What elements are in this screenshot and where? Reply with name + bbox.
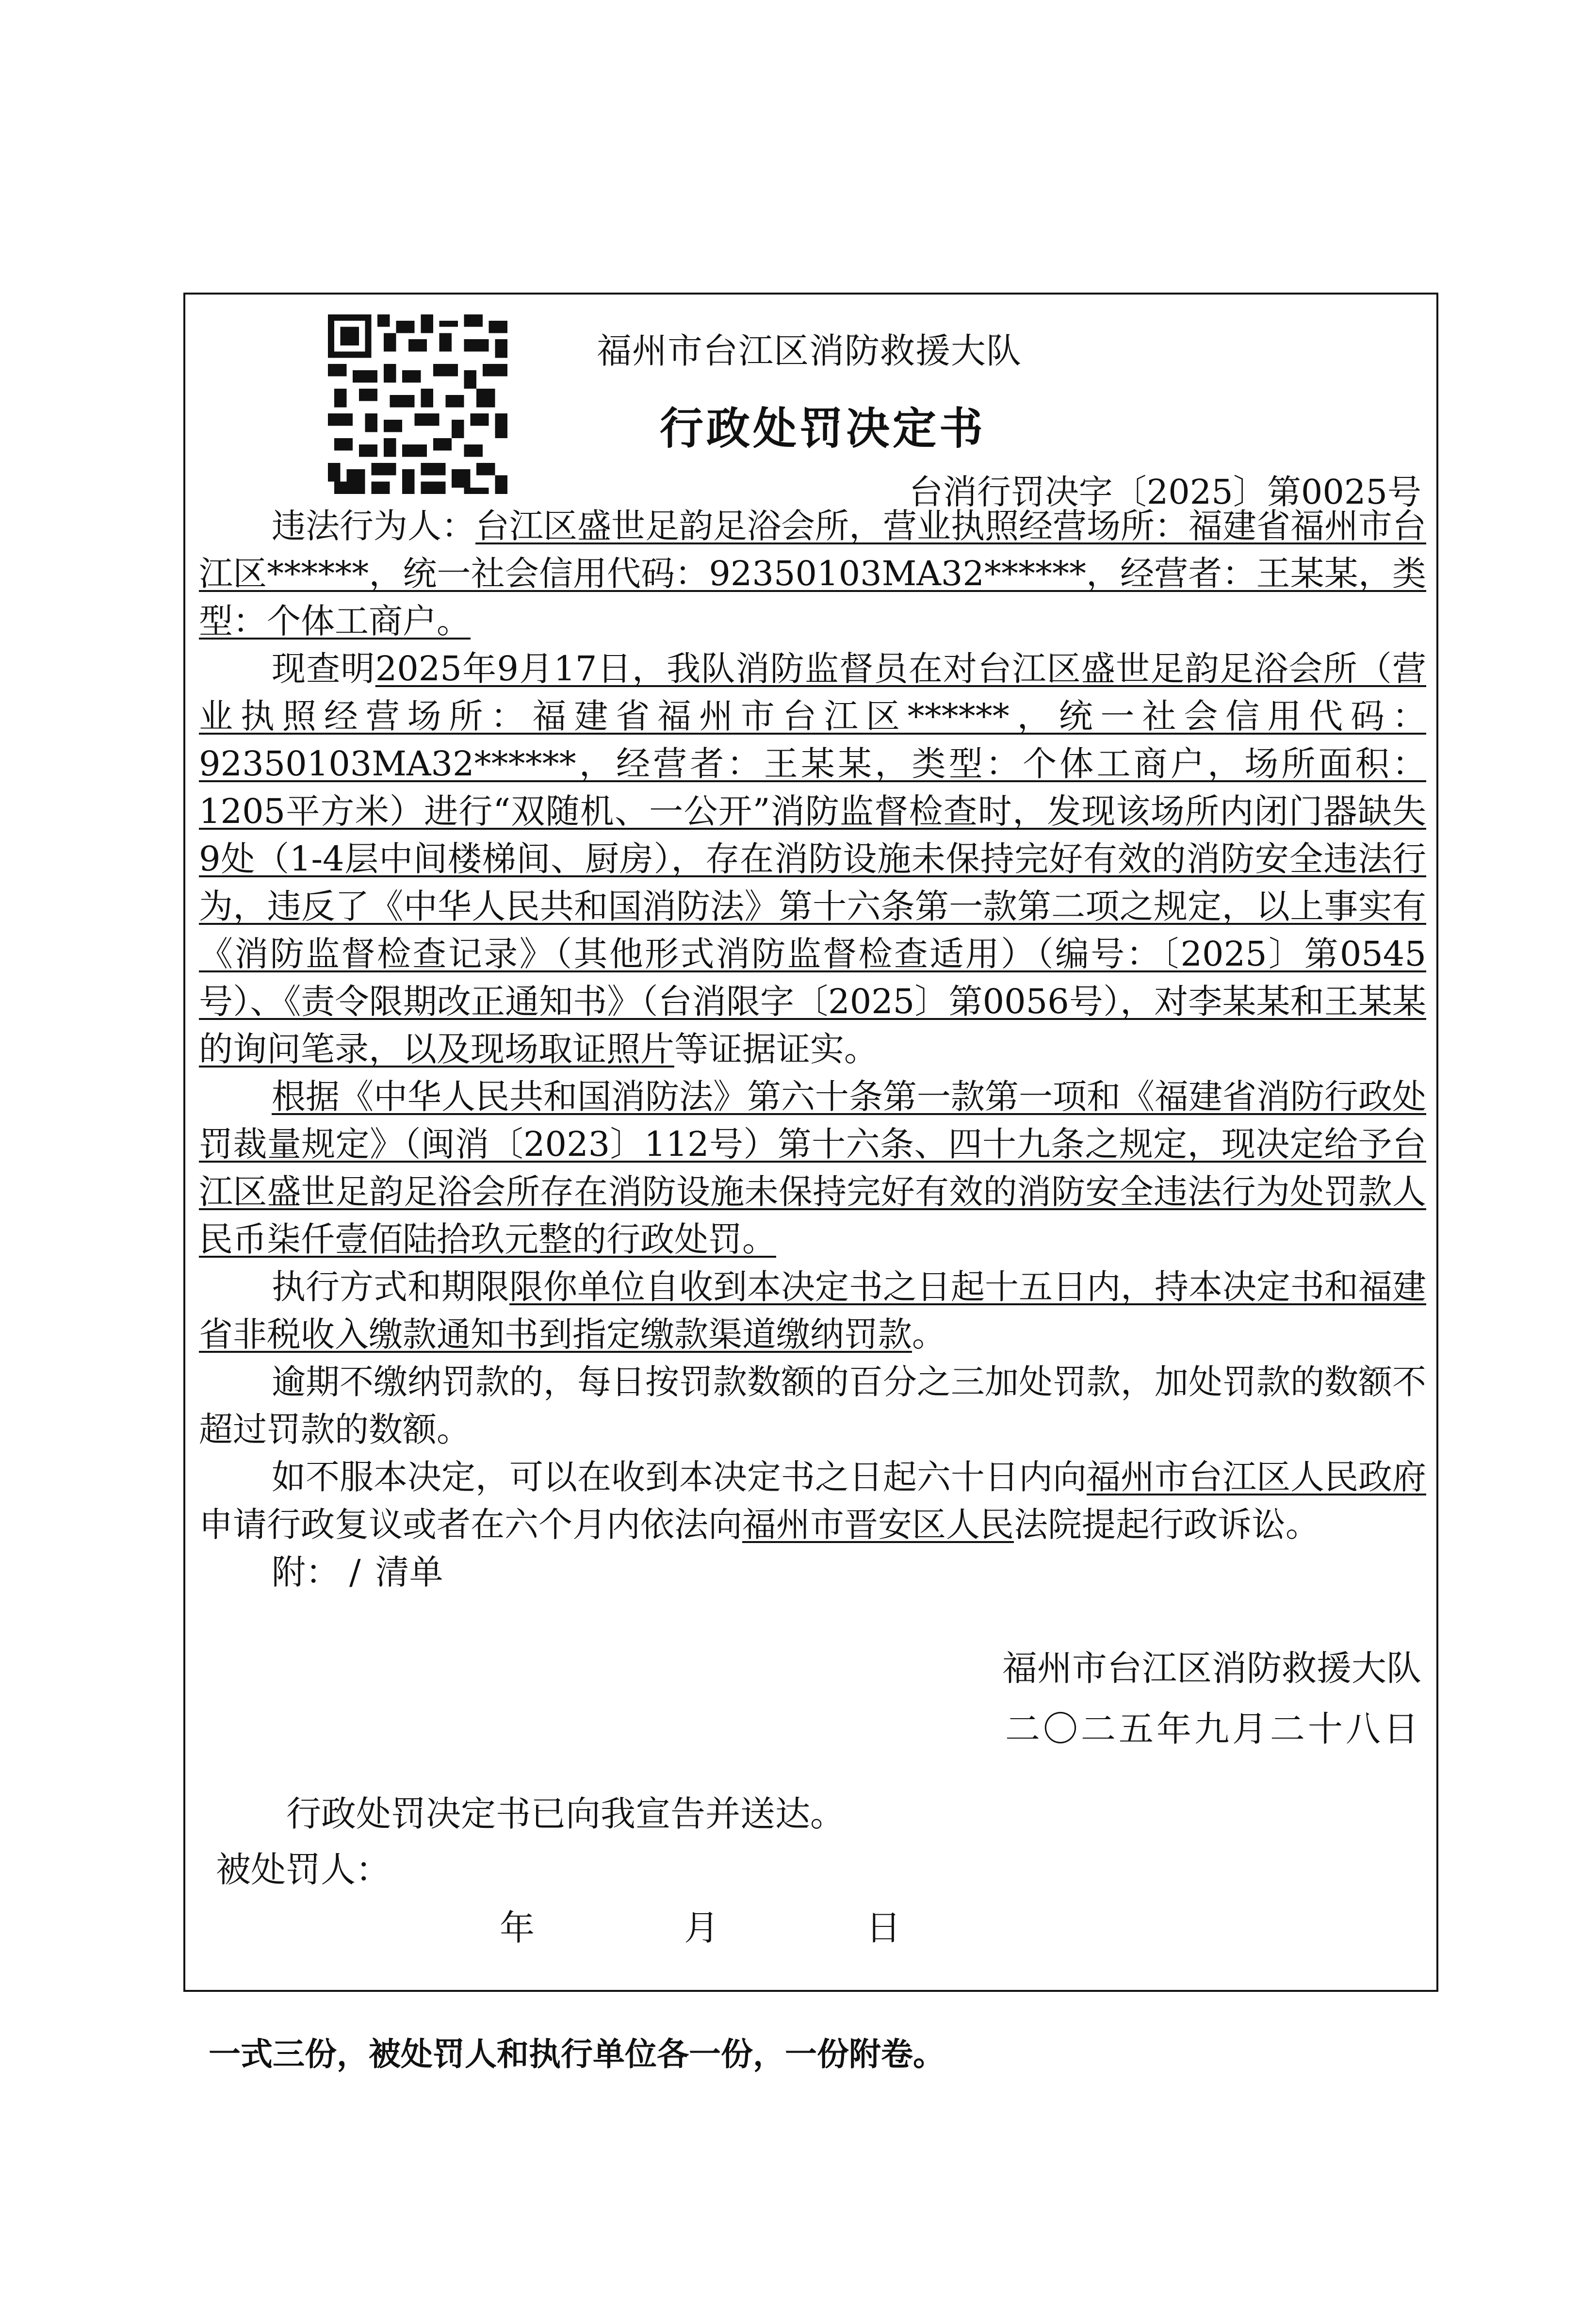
year-label: 年 xyxy=(500,1907,535,1948)
punished-party-label: 被处罚人： xyxy=(216,1849,391,1890)
appeal-government: 福州市台江区人民政府 xyxy=(1087,1457,1426,1497)
party-label: 违法行为人： xyxy=(272,506,475,546)
document-body xyxy=(199,502,1426,1596)
attachment-item: 清单 xyxy=(375,1552,443,1592)
findings-paragraph xyxy=(199,645,1426,1073)
issuing-organization: 福州市台江区消防救援大队 xyxy=(597,330,1022,371)
attachment-line xyxy=(199,1548,1426,1596)
decision-content: 根据《中华人民共和国消防法》第六十条第一款第一项和《福建省消防行政处罚裁量规定》（闽消〔2023〕112号）第十六条、四十九条之规定，现决定给予台江区盛世足韵足浴会所存在消防设施未保持完好有效的消防安全违法行为处罚款人民币柒仟壹佰陆拾玖元整的行政处罚。 xyxy=(199,1077,1426,1259)
execution-label: 执行方式和期限 xyxy=(272,1267,509,1307)
day-label: 日 xyxy=(866,1907,901,1948)
execution-suffix: 。 xyxy=(912,1314,946,1354)
appeal-paragraph xyxy=(199,1453,1426,1548)
attachment-label: 附： xyxy=(272,1552,340,1592)
attachment-mark: / xyxy=(349,1552,361,1592)
appeal-text-3: 法院提起行政诉讼。 xyxy=(1014,1505,1319,1544)
decision-paragraph xyxy=(199,1073,1426,1263)
appeal-text-2: 申请行政复议或者在六个月内依法向 xyxy=(199,1505,742,1544)
signature-organization: 福州市台江区消防救援大队 xyxy=(1002,1648,1421,1689)
findings-content: 2025年9月17日，我队消防监督员在对台江区盛世足韵足浴会所（营业执照经营场所：福建省福州市台江区******，统一社会信用代码：92350103MA32******，经营者：王某某，类型：个体工商户，场所面积：1205平方米）进行“双随机、一公开”消防监督检查时，发现该场所内闭门器缺失9处（1-4层中间楼梯间、厨房），存在消防设施未保持完好有效的消防安全违法行为，违反了《中华人民共和国消防法》第十六条第一款第二项之规定，以上事实有《消防监督检查记录》（其他形式消防监督检查适用）（编号：〔2025〕第0545号）、《责令限期改正通知书》（台消限字〔2025〕第0056号），对李某某和王某某的询问笔录，以及现场取证照片 xyxy=(199,649,1426,1069)
document-number: 台消行罚决字〔2025〕第0025号 xyxy=(909,472,1421,512)
footer-note: 一式三份，被处罚人和执行单位各一份，一份附卷。 xyxy=(209,2035,945,2073)
findings-suffix: 等证据证实。 xyxy=(674,1029,878,1069)
findings-label: 现查明 xyxy=(272,649,375,689)
acknowledgement-statement: 行政处罚决定书已向我宣告并送达。 xyxy=(286,1793,846,1834)
party-content: 台江区盛世足韵足浴会所，营业执照经营场所：福建省福州市台江区******，统一社会信用代码：92350103MA32******，经营者：王某某，类型：个体工商户。 xyxy=(199,506,1426,641)
month-label: 月 xyxy=(684,1907,719,1948)
appeal-court: 福州市晋安区人民 xyxy=(742,1505,1014,1544)
qr-code-icon xyxy=(323,314,513,494)
signature-date: 二〇二五年九月二十八日 xyxy=(1005,1708,1421,1749)
appeal-text-1: 如不服本决定，可以在收到本决定书之日起六十日内向 xyxy=(272,1457,1087,1497)
execution-content: 限你单位自收到本决定书之日起十五日内，持本决定书和福建省非税收入缴款通知书到指定缴款渠道缴纳罚款 xyxy=(199,1267,1426,1354)
execution-paragraph xyxy=(199,1263,1426,1358)
document-title: 行政处罚决定书 xyxy=(660,403,986,454)
overdue-paragraph: 逾期不缴纳罚款的，每日按罚款数额的百分之三加处罚款，加处罚款的数额不超过罚款的数额。 xyxy=(199,1362,1426,1449)
party-paragraph xyxy=(199,502,1426,645)
